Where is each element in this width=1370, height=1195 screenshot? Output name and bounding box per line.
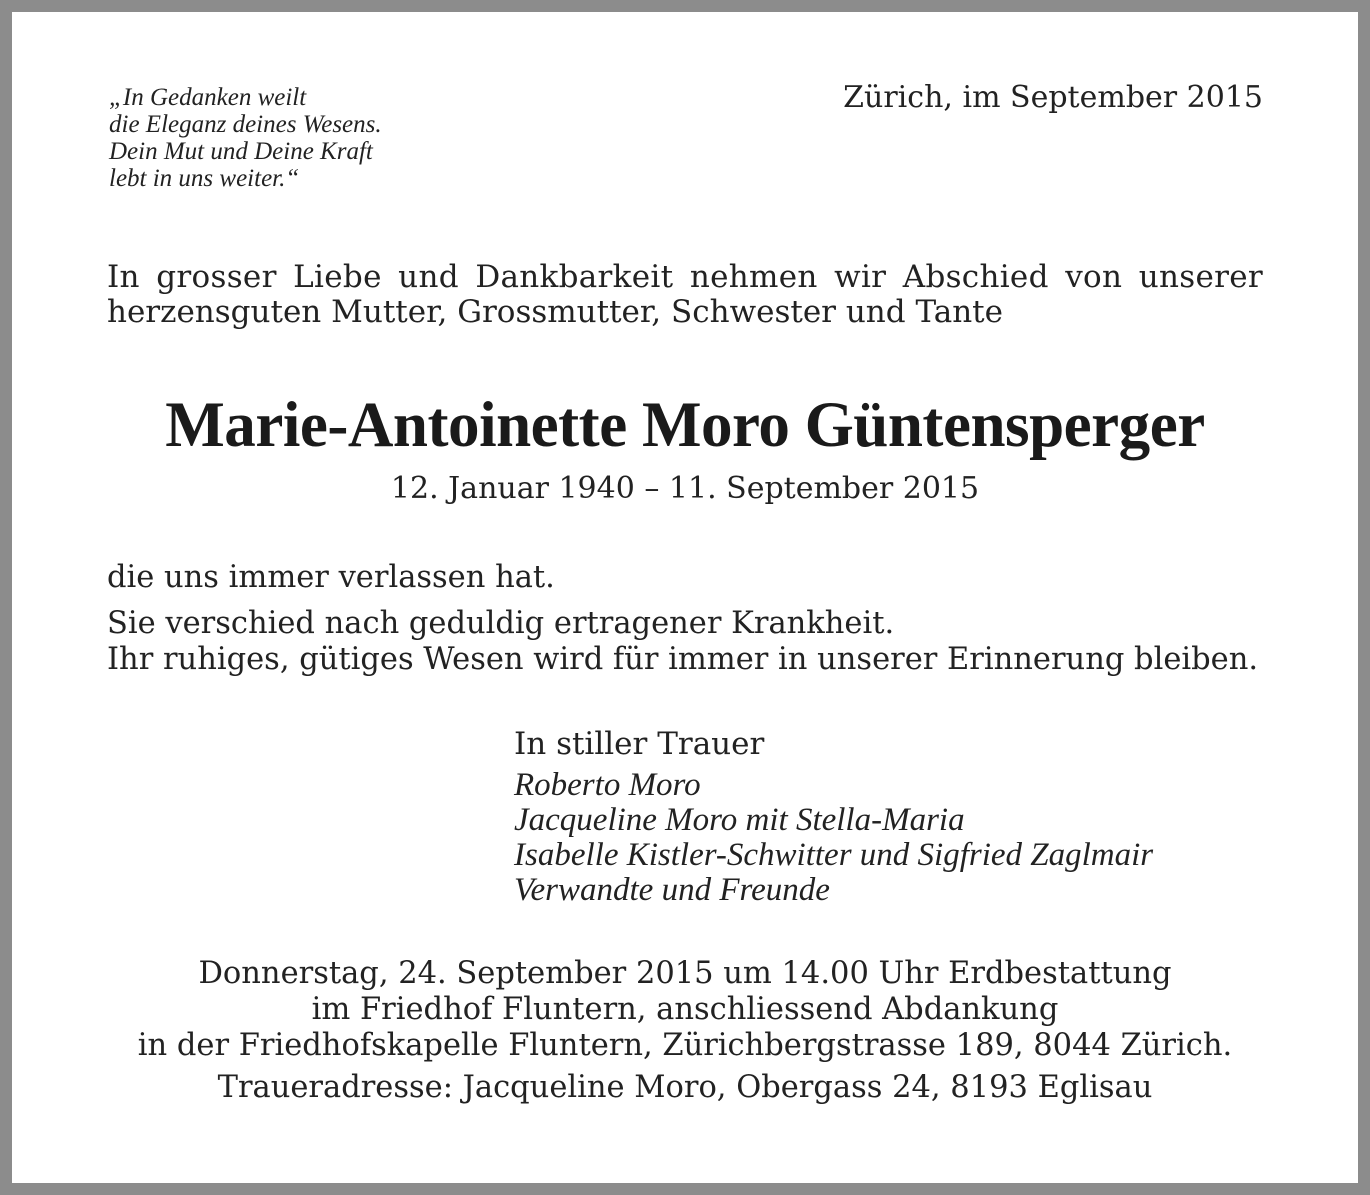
- obituary-notice: [12, 12, 1358, 1183]
- mourner-name: Jacqueline Moro mit Stella-Maria: [514, 802, 965, 838]
- mourning-address: Traueradresse: Jacqueline Moro, Obergass 24, 8193 Eglisau: [217, 1070, 1153, 1105]
- mourner-name: Isabelle Kistler-Schwitter und Sigfried Zaglmair: [514, 837, 1154, 873]
- deceased-name: Marie-Antoinette Moro Güntensperger: [165, 389, 1205, 461]
- intro-line: herzensguten Mutter, Grossmutter, Schwester und Tante: [107, 294, 1003, 330]
- place-and-date: Zürich, im September 2015: [843, 80, 1263, 115]
- quote-line: Dein Mut und Deine Kraft: [109, 138, 373, 165]
- service-line: im Friedhof Fluntern, anschliessend Abdankung: [311, 992, 1059, 1027]
- mourner-name: Verwandte und Freunde: [514, 872, 830, 908]
- mourners-block: [514, 726, 1153, 908]
- life-dates: 12. Januar 1940 – 11. September 2015: [390, 471, 980, 506]
- service-line: in der Friedhofskapelle Fluntern, Zürichbergstrasse 189, 8044 Zürich.: [137, 1028, 1233, 1063]
- mourner-name: Roberto Moro: [514, 767, 701, 803]
- body-line: die uns immer verlassen hat.: [107, 560, 555, 595]
- quote-line: die Eleganz deines Wesens.: [109, 111, 382, 138]
- body-line: Ihr ruhiges, gütiges Wesen wird für immer in unserer Erinnerung bleiben.: [107, 642, 1259, 677]
- body-paragraph: [107, 560, 1277, 678]
- body-line: Sie verschied nach geduldig ertragener Krankheit.: [107, 606, 895, 641]
- quote-line: lebt in uns weiter.“: [109, 165, 300, 192]
- service-line: Donnerstag, 24. September 2015 um 14.00 Uhr Erdbestattung: [198, 956, 1172, 991]
- intro-line: In grosser Liebe und Dankbarkeit nehmen wir Abschied von unserer: [107, 259, 1263, 295]
- mourners-heading: In stiller Trauer: [514, 726, 765, 762]
- intro-paragraph: [107, 260, 1263, 330]
- memorial-quote: [109, 84, 382, 192]
- mourners-list: [514, 768, 1153, 908]
- quote-line: „In Gedanken weilt: [109, 84, 307, 111]
- service-details: [82, 956, 1288, 1106]
